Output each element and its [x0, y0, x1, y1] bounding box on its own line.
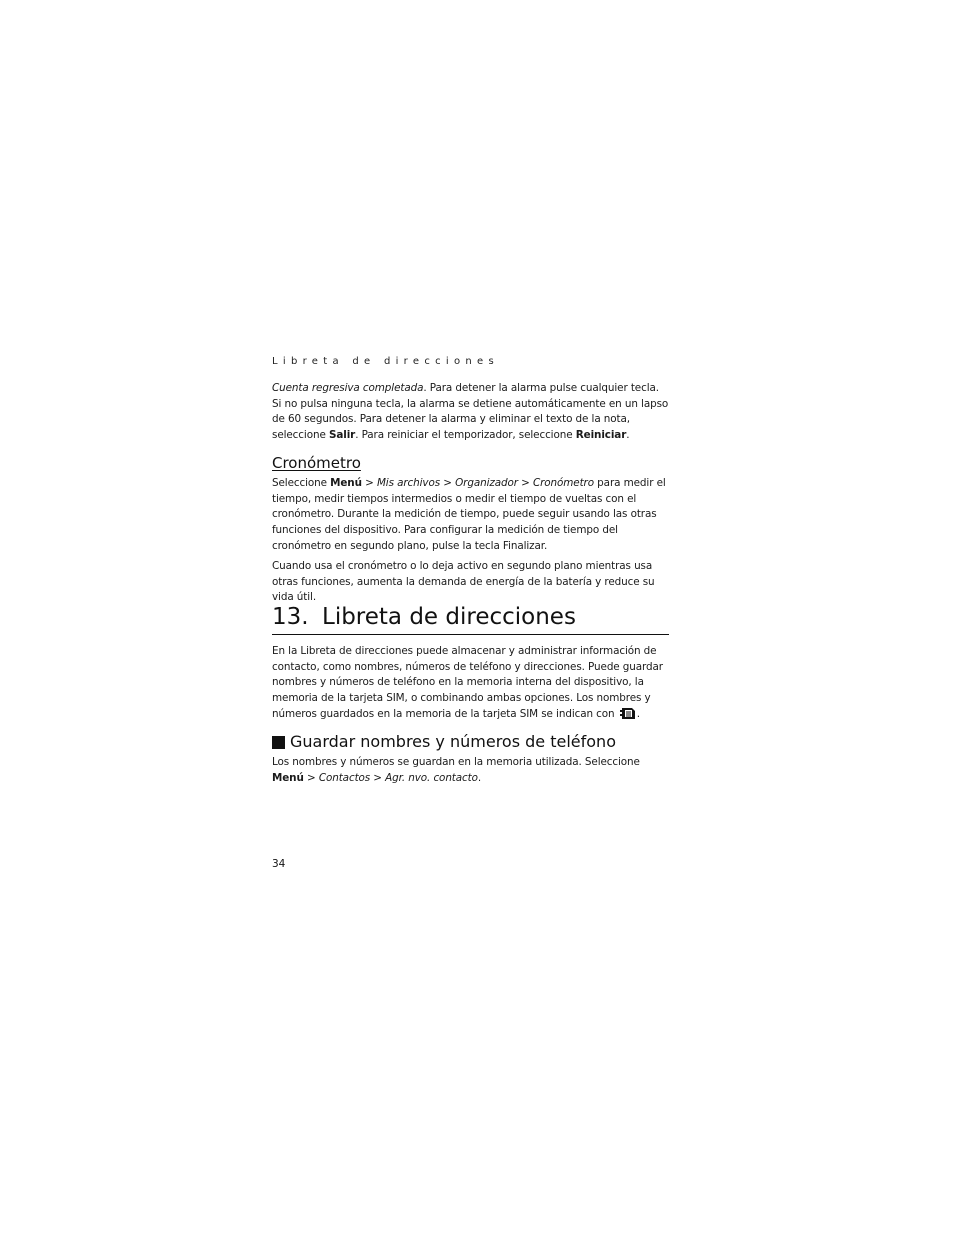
- chapter-number: 13.: [272, 604, 309, 630]
- cronometro-paragraph-2: [272, 559, 669, 606]
- running-header: Libreta de direcciones: [272, 356, 500, 367]
- chapter-intro-paragraph: [272, 644, 669, 723]
- chapter-intro-text: En la Libreta de direcciones puede almacenar y administrar información de contacto, como nombres, números de teléfono y direcciones. Puede guardar nombres y números de teléfono en la memoria interna del dispositivo, la memoria de la tarjeta SIM, o combinando ambas opciones. Los nombres y números guardados en la memoria de la tarjeta SIM se indican con .: [272, 645, 663, 720]
- chapter-title: Libreta de direcciones: [322, 604, 576, 630]
- section-title-guardar: Guardar nombres y números de teléfono: [272, 732, 616, 752]
- intro-paragraph: [272, 381, 669, 444]
- cronometro-paragraph-1: [272, 476, 669, 555]
- intro-text: Cuenta regresiva completada. Para detener la alarma pulse cualquier tecla. Si no pulsa ninguna tecla, la alarma se detiene automáticamente en un lapso de 60 segundos. Para detener la alarma y eliminar el texto de la nota, seleccione Salir. Para reiniciar el temporizador, seleccione Reiniciar.: [272, 382, 669, 442]
- section-bullet-icon: [272, 736, 285, 749]
- cronometro-text-1: Seleccione Menú > Mis archivos > Organizador > Cronómetro para medir el tiempo, medir tiempos intermedios o medir el tiempo de vueltas con el cronómetro. Durante la medición de tiempo, puede seguir usando las otras funciones del dispositivo. Para configurar la medición de tiempo del cronómetro en segundo plano, pulse la tecla Finalizar.: [272, 477, 666, 552]
- sim-card-contact-icon: [620, 707, 636, 720]
- page-number: 34: [272, 858, 286, 870]
- chapter-heading: [272, 602, 669, 635]
- guardar-text: Los nombres y números se guardan en la memoria utilizada. Seleccione Menú > Contactos > Agr. nvo. contacto.: [272, 756, 640, 784]
- cronometro-text-2: Cuando usa el cronómetro o lo deja activo en segundo plano mientras usa otras funciones, aumenta la demanda de energía de la batería y reduce su vida útil.: [272, 560, 655, 604]
- guardar-paragraph: [272, 755, 669, 786]
- section-title-cronometro: Cronómetro: [272, 454, 361, 472]
